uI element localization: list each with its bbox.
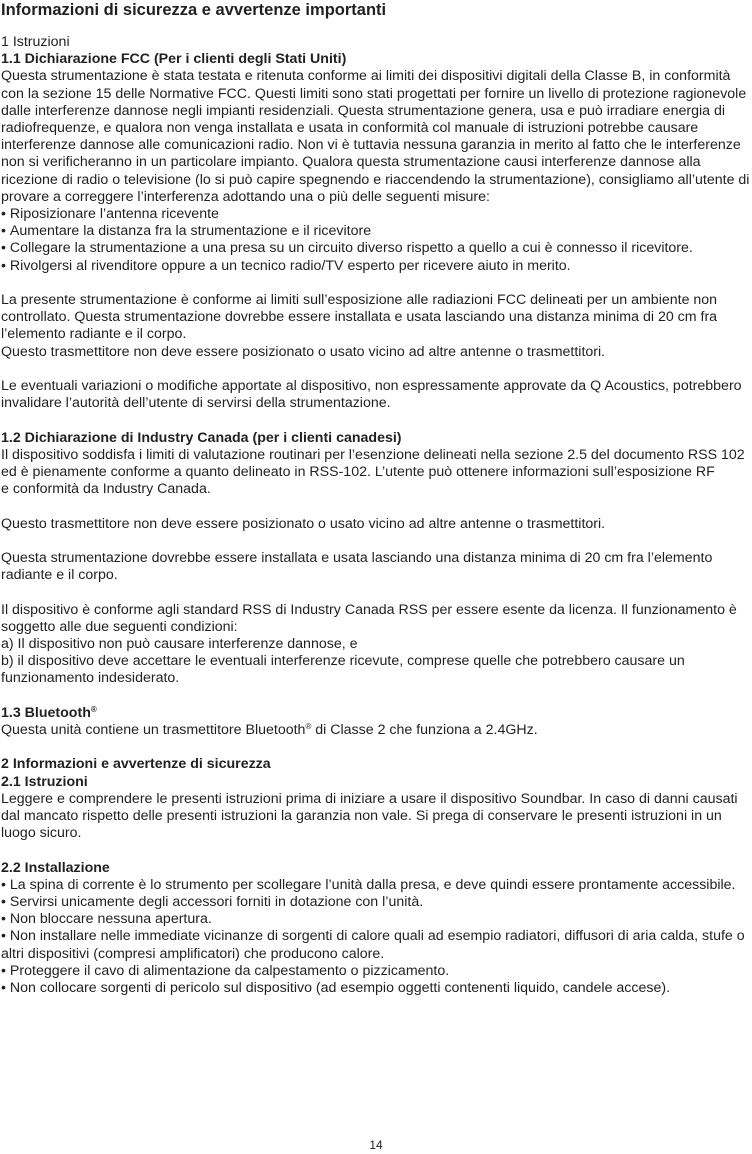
list-item: • La spina di corrente è lo strumento per scollegare l’unità dalla presa, e deve quindi essere prontamente accessibile. — [1, 877, 752, 894]
installation-list — [1, 877, 752, 997]
page-title: Informazioni di sicurezza e avvertenze importanti — [1, 1, 387, 19]
installation-heading: 2.2 Installazione — [1, 859, 110, 876]
list-item: • Proteggere il cavo di alimentazione da calpestamento o pizzicamento. — [1, 963, 752, 980]
fcc-paragraph-4: Le eventuali variazioni o modifiche apportate al dispositivo, non espressamente approvate da Q Acoustics, potrebbero invalidare l’autorità dell’utente di servirsi della strumentazione. — [1, 378, 742, 412]
fcc-heading: 1.1 Dichiarazione FCC (Per i clienti degli Stati Uniti) — [1, 51, 347, 68]
bluetooth-heading: 1.3 Bluetooth® — [1, 704, 97, 721]
ic-condition-a: a) Il dispositivo non può causare interferenze dannose, e — [1, 636, 358, 653]
list-item: • Non bloccare nessuna apertura. — [1, 911, 752, 928]
instructions-paragraph: Leggere e comprendere le presenti istruzioni prima di iniziare a usare il dispositivo Soundbar. In caso di danni causati dal mancato rispetto delle presenti istruzioni la garanzia non vale. Si prega di conservare le presenti istruzioni in un luogo sicuro. — [1, 790, 738, 842]
ic-paragraph-1a: Il dispositivo soddisfa i limiti di valutazione routinari per l’esenzione delineati nella sezione 2.5 del documento RSS 102 ed è pienamente conforme a quanto delineato in RSS-102. L’utente può ottenere informazioni sull’esposizione RF — [1, 446, 745, 481]
list-item: • Collegare la strumentazione a una presa su un circuito diverso rispetto a quello a cui è connesso il ricevitore. — [1, 240, 752, 257]
ic-paragraph-1b: e conformità da Industry Canada. — [1, 481, 211, 498]
list-item: • Non collocare sorgenti di pericolo sul dispositivo (ad esempio oggetti contenenti liquido, candele accese). — [1, 980, 752, 997]
registered-mark: ® — [90, 704, 97, 714]
ic-heading: 1.2 Dichiarazione di Industry Canada (per i clienti canadesi) — [1, 429, 402, 446]
fcc-measures-list — [1, 206, 752, 275]
ic-paragraph-3: Questa strumentazione dovrebbe essere installata e usata lasciando una distanza minima di 20 cm fra l’elemento radiante e il corpo. — [1, 550, 713, 584]
fcc-paragraph-3: Questo trasmettitore non deve essere posizionato o usato vicino ad altre antenne o trasmettitori. — [1, 343, 606, 360]
list-item: • Servirsi unicamente degli accessori forniti in dotazione con l’unità. — [1, 894, 752, 911]
page-number: 14 — [369, 1138, 383, 1152]
list-item: • Aumentare la distanza fra la strumentazione e il ricevitore — [1, 223, 752, 240]
section-1-heading: 1 Istruzioni — [1, 34, 70, 50]
ic-paragraph-2: Questo trasmettitore non deve essere posizionato o usato vicino ad altre antenne o trasmettitori. — [1, 515, 606, 532]
ic-condition-b: b) il dispositivo deve accettare le eventuali interferenze ricevute, comprese quelle che potrebbero causare un funzionamento indesiderato. — [1, 653, 685, 687]
instructions-heading: 2.1 Istruzioni — [1, 773, 88, 790]
section-2-heading: 2 Informazioni e avvertenze di sicurezza — [1, 756, 271, 773]
list-item: • Riposizionare l’antenna ricevente — [1, 206, 752, 223]
ic-paragraph-4: Il dispositivo è conforme agli standard RSS di Industry Canada RSS per essere esente da licenza. Il funzionamento è soggetto alle due seguenti condizioni: — [1, 601, 737, 635]
list-item: • Non installare nelle immediate vicinanze di sorgenti di calore quali ad esempio radiatori, diffusori di aria calda, stufe o altri dispositivi (compresi amplificatori) che producono calore. — [1, 928, 752, 962]
registered-mark: ® — [305, 722, 312, 732]
fcc-paragraph-2: La presente strumentazione è conforme ai limiti sull’esposizione alle radiazioni FCC delineati per un ambiente non controllato. Questa strumentazione dovrebbe essere installata e usata lasciando una distanza minima di 20 cm fra l’elemento radiante e il corpo. — [1, 292, 718, 343]
bluetooth-paragraph: Questa unità contiene un trasmettitore Bluetooth® di Classe 2 che funziona a 2.4GHz. — [1, 722, 538, 739]
fcc-paragraph-1: Questa strumentazione è stata testata e ritenuta conforme ai limiti dei dispositivi digitali della Classe B, in conformità con la sezione 15 delle Normative FCC. Questi limiti sono stati progettati per fornire un livello di protezione ragionevole dalle interferenze dannose negli impianti residenziali. Questa strumentazione genera, usa e può irradiare energia di radiofrequenze, e qualora non venga installata e usata in conformità col manuale di istruzioni potrebbe causare interferenze dannose alle comunicazioni radio. Non vi è tuttavia nessuna garanzia in merito al fatto che le interferenze non si verificheranno in un particolare impianto. Qualora questa strumentazione causi interferenze dannose alla ricezione di radio o televisione (lo si può capire spegnendo e riaccendendo la strumentazione), consigliamo all’utente di provare a correggere l’interferenza adottando una o più delle seguenti misure: — [1, 68, 750, 205]
document-body — [1, 34, 752, 997]
list-item: • Rivolgersi al rivenditore oppure a un tecnico radio/TV esperto per ricevere aiuto in merito. — [1, 258, 752, 275]
